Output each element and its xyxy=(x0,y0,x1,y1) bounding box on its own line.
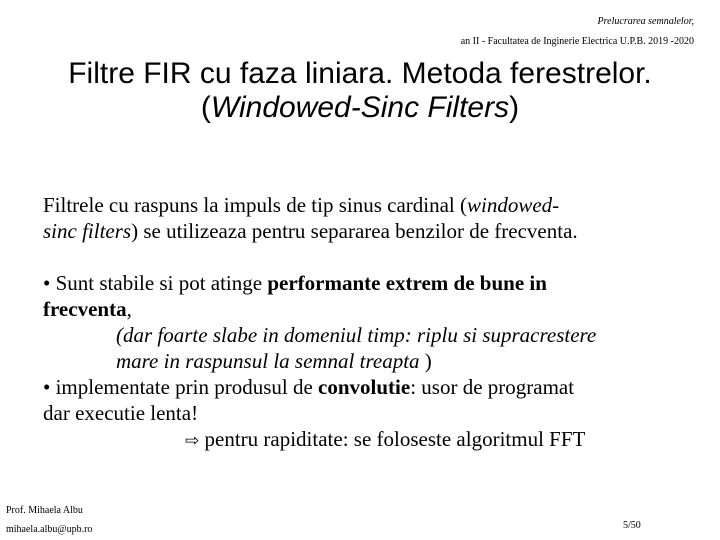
bullet-1-suffix: , xyxy=(126,297,132,321)
title-italic: Windowed-Sinc Filters xyxy=(210,91,510,124)
footer-email: mihaela.albu@upb.ro xyxy=(6,524,93,535)
title-paren-open: ( xyxy=(200,91,211,124)
bullet-1-bold-1: performante extrem de bune in xyxy=(267,271,547,295)
intro-line-1 xyxy=(43,192,683,218)
note-text-2: mare in raspunsul la semnal treapta xyxy=(116,349,420,373)
header-institution: an II - Facultatea de Inginerie Electrica U.P.B. 2019 -2020 xyxy=(460,36,694,47)
spacer xyxy=(43,244,683,270)
note-line-2 xyxy=(43,348,683,374)
intro-line-2 xyxy=(43,218,683,244)
footer-author: Prof. Mihaela Albu xyxy=(6,505,83,516)
header-course: Prelucrarea semnalelor, xyxy=(597,16,694,27)
fft-text: pentru rapiditate: se foloseste algoritmul FFT xyxy=(199,427,586,451)
page-number: 5/50 xyxy=(623,520,641,531)
title-paren-close: ) xyxy=(509,91,520,124)
bullet-2-prefix: • implementate prin produsul de xyxy=(43,375,319,399)
bullet-1-bold-2: frecventa xyxy=(43,297,127,321)
intro-text-2: ) se utilizeaza pentru separarea benzilor de frecventa. xyxy=(131,219,578,243)
slide-body xyxy=(43,192,683,454)
intro-italic-1: windowed- xyxy=(467,193,560,217)
arrow-right-icon: ⇨ xyxy=(185,431,200,451)
title-line-2 xyxy=(0,91,720,125)
bullet-2-line-1 xyxy=(43,374,683,400)
bullet-2-bold: convolutie xyxy=(318,375,411,399)
bullet-2-line-2: dar executie lenta! xyxy=(43,401,199,425)
bullet-1-line-1 xyxy=(43,270,683,296)
note-text-1: (dar foarte slabe in domeniul timp: riplu si supracrestere xyxy=(116,323,597,347)
bullet-1-line-2 xyxy=(43,296,683,322)
note-close: ) xyxy=(419,349,432,373)
fft-line xyxy=(43,426,683,454)
title-line-1: Filtre FIR cu faza liniara. Metoda ferestrelor. xyxy=(68,57,652,90)
intro-text-1: Filtrele cu raspuns la impuls de tip sinus cardinal ( xyxy=(43,193,467,217)
bullet-2-suffix: : usor de programat xyxy=(410,375,575,399)
bullet-1-prefix: • Sunt stabile si pot atinge xyxy=(43,271,268,295)
slide-title xyxy=(0,57,720,125)
note-line-1 xyxy=(43,322,683,348)
intro-italic-2: sinc filters xyxy=(43,219,132,243)
